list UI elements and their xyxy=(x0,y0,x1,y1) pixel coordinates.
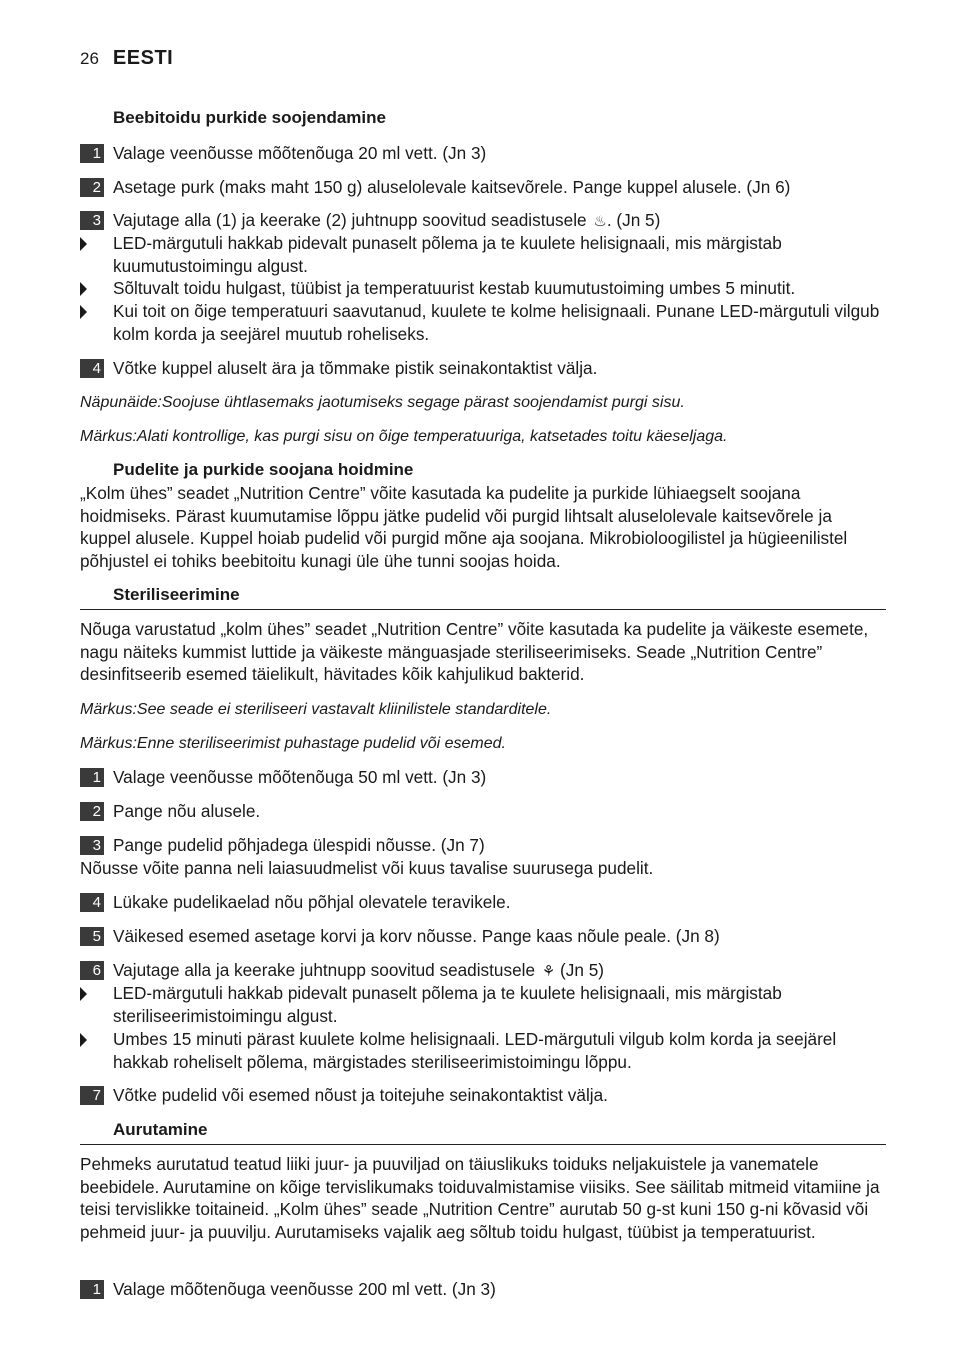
step-text: Väikesed esemed asetage korvi ja korv nõusse. Pange kaas nõule peale. (Jn 8) xyxy=(113,926,720,946)
paragraph: „Kolm ühes” seadet „Nutrition Centre” võite kasutada ka pudelite ja purkide lühiaegselt soojana hoidmiseks. Pärast kuumutamise lõppu jätke pudelid või purgid lihtsalt aluselolevale kaitsevõrele ja kuppel alusele. Kuppel hoiab pudelid või purgid mõne aja soojana. Mikrobioloogilistel ja hügieenilistel põhjustel ei tohiks beebitoitu kunagi üle ühe tunni soojas hoida. xyxy=(80,483,848,571)
step-text: Valage veenõusse mõõtenõuga 20 ml vett. (Jn 3) xyxy=(113,143,487,163)
step-number: 1 xyxy=(80,768,104,787)
step-3 xyxy=(80,834,886,857)
section-title-warming-jars: Beebitoidu purkide soojendamine xyxy=(113,108,386,127)
step-number: 3 xyxy=(80,836,104,855)
step-4 xyxy=(80,891,886,914)
step-number: 2 xyxy=(80,178,104,197)
page-number: 26 xyxy=(80,49,99,68)
step-text: Lükake pudelikaelad nõu põhjal olevatele teravikele. xyxy=(113,892,511,912)
step-text-after: (Jn 5) xyxy=(555,960,604,980)
step-2 xyxy=(80,800,886,823)
step-6 xyxy=(80,959,886,984)
note-text: Märkus:Enne steriliseerimist puhastage pudelid või esemed. xyxy=(80,735,506,752)
step-7 xyxy=(80,1084,886,1107)
step-text-before: Vajutage alla (1) ja keerake (2) juhtnupp soovitud seadistusele xyxy=(113,210,587,230)
section-divider xyxy=(80,609,886,610)
bullet-text: LED-märgutuli hakkab pidevalt punaselt põlema ja te kuulete helisignaali, mis märgistab kuumutustoimingu algust. xyxy=(113,233,782,276)
section-title-sterilising: Steriliseerimine xyxy=(113,585,240,604)
warming-setting-icon: ♨ xyxy=(593,213,607,230)
step-4 xyxy=(80,357,886,380)
bullet-arrow-icon xyxy=(80,987,87,1001)
step-text: Valage veenõusse mõõtenõuga 50 ml vett. (Jn 3) xyxy=(113,767,487,787)
step-text: Asetage purk (maks maht 150 g) aluselolevale kaitsevõrele. Pange kuppel alusele. (Jn 6) xyxy=(113,177,791,197)
step-1 xyxy=(80,142,886,165)
bullet-item xyxy=(80,300,886,345)
section-divider xyxy=(80,1144,886,1145)
step-1 xyxy=(80,766,886,789)
step-number: 4 xyxy=(80,359,104,378)
paragraph: Pehmeks aurutatud teatud liiki juur- ja puuviljad on täiuslikuks toiduks neljakuistele ja vanematele beebidele. Aurutamine on kõige tervislikumaks toiduvalmistamise viisiks. See säilitab mitmeid vitamiine ja teisi tervislikke toitaineid. „Kolm ühes” seade „Nutrition Centre” aurutab 50 g-st kuni 150 g-ni kõvasid või pehmeid juur- ja puuvilju. Aurutamiseks vajalik aeg sõltub toidu hulgast, tüübist ja temperatuurist. xyxy=(80,1154,880,1242)
step-number: 1 xyxy=(80,1280,104,1299)
tip-text: Näpunäide:Soojuse ühtlasemaks jaotumiseks segage pärast soojendamist purgi sisu. xyxy=(80,394,685,411)
section-title-keeping-warm: Pudelite ja purkide soojana hoidmine xyxy=(113,460,414,479)
step-2 xyxy=(80,176,886,199)
bullet-text: Umbes 15 minuti pärast kuulete kolme helisignaali. LED-märgutuli vilgub kolm korda ja seejärel hakkab roheliselt põlema, märgistades steriliseerimistoimingu lõppu. xyxy=(113,1029,837,1072)
step-text: Pange nõu alusele. xyxy=(113,801,261,821)
bullet-item xyxy=(80,1028,886,1073)
bullet-text: LED-märgutuli hakkab pidevalt punaselt põlema ja te kuulete helisignaali, mis märgistab steriliseerimistoimingu algust. xyxy=(113,983,782,1026)
bullet-item xyxy=(80,232,886,277)
step-number: 7 xyxy=(80,1086,104,1105)
bullet-arrow-icon xyxy=(80,1033,87,1047)
step-text: Võtke kuppel aluselt ära ja tõmmake pistik seinakontaktist välja. xyxy=(113,358,598,378)
note-text: Märkus:Alati kontrollige, kas purgi sisu on õige temperatuuriga, katsetades toitu käeseljaga. xyxy=(80,428,728,445)
step-3 xyxy=(80,209,886,234)
note-text: Märkus:See seade ei steriliseeri vastavalt kliinilistele standarditele. xyxy=(80,701,552,718)
sterilise-setting-icon: ⚘ xyxy=(541,963,556,980)
step-text-after: . (Jn 5) xyxy=(606,210,661,230)
bullet-text: Sõltuvalt toidu hulgast, tüübist ja temperatuurist kestab kuumutustoiming umbes 5 minutit. xyxy=(113,278,796,298)
step-text: Valage mõõtenõuga veenõusse 200 ml vett. (Jn 3) xyxy=(113,1279,496,1299)
step-text: Võtke pudelid või esemed nõust ja toitejuhe seinakontaktist välja. xyxy=(113,1085,608,1105)
section-title-steaming: Aurutamine xyxy=(113,1120,208,1139)
step-number: 6 xyxy=(80,961,104,980)
bullet-text: Kui toit on õige temperatuuri saavutanud, kuulete te kolme helisignaali. Punane LED-märgutuli vilgub kolm korda ja seejärel muutub roheliseks. xyxy=(113,301,880,344)
bullet-arrow-icon xyxy=(80,282,87,296)
language-title: EESTI xyxy=(112,47,174,69)
step-number: 4 xyxy=(80,893,104,912)
page-header xyxy=(80,47,173,75)
step-text-before: Vajutage alla ja keerake juhtnupp soovitud seadistusele xyxy=(113,960,536,980)
step-number: 5 xyxy=(80,927,104,946)
bullet-item xyxy=(80,277,886,300)
step-text: Pange pudelid põhjadega ülespidi nõusse. (Jn 7) xyxy=(113,835,485,855)
step-extra-text: Nõusse võite panna neli laiasuudmelist või kuus tavalise suurusega pudelit. xyxy=(80,858,654,878)
bullet-arrow-icon xyxy=(80,237,87,251)
step-number: 1 xyxy=(80,144,104,163)
step-5 xyxy=(80,925,886,948)
step-1 xyxy=(80,1278,886,1301)
step-number: 2 xyxy=(80,802,104,821)
step-number: 3 xyxy=(80,211,104,230)
bullet-item xyxy=(80,982,886,1027)
paragraph: Nõuga varustatud „kolm ühes” seadet „Nutrition Centre” võite kasutada ka pudelite ja väikeste esemete, nagu näiteks kummist luttide ja väikeste mänguasjade steriliseerimiseks. Seade „Nutrition Centre” desinfitseerib esemed täielikult, hävitades kõik kahjulikud bakterid. xyxy=(80,619,869,685)
bullet-arrow-icon xyxy=(80,305,87,319)
